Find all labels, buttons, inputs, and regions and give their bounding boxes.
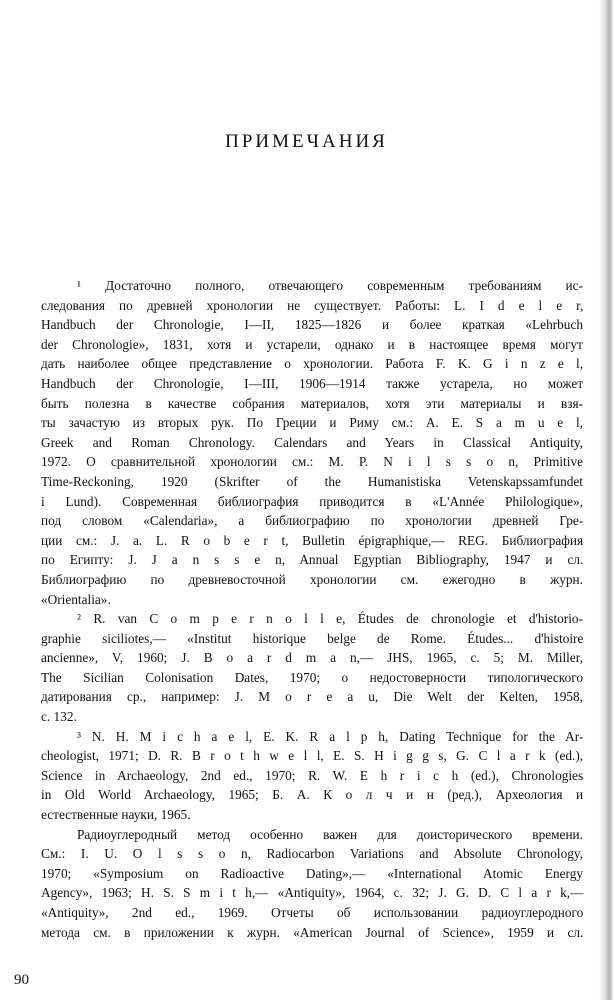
text-line: метода см. в приложении к журн. «American Journal of Science», 1959 и сл. — [41, 924, 584, 940]
text-line: Agency», 1963; H. S. S m i t h,— «Antiquity», 1964, c. 32; J. G. D. C l a r k,— — [41, 885, 584, 901]
text-line: ты зачастую из вторых рук. По Греции и Риму см.: A. E. S a m u e l, — [41, 415, 583, 431]
text-line: датирования ср., например: J. M o r e a u, Die Welt der Kelten, 1958, — [41, 689, 583, 705]
text-line: «Antiquity», 2nd ed., 1969. Отчеты об использовании радиоуглеродного — [41, 905, 584, 920]
text-line: der Chronologie», 1831, хотя и устарели, однако и в настоящее время могут — [41, 336, 583, 352]
notes-body — [41, 276, 583, 942]
text-line: Greek and Roman Chronology. Calendars and Years in Classical Antiquity, — [41, 434, 583, 450]
text-line: cheologist, 1971; D. R. B r o t h w e l l, E. S. H i g g s, G. C l a r k (ed.), — [41, 748, 584, 764]
text-line: Handbuch der Chronologie, I—II, 1825—1826 и более краткая «Lehrbuch — [41, 317, 583, 333]
page-title: ПРИМЕЧАНИЯ — [225, 131, 388, 152]
text-line: Science in Archaeology, 2nd ed., 1970; R. W. E h r i c h (ed.), Chronologies — [41, 767, 584, 783]
text-line: следования по древней хронологии не существует. Работы: L. I d e l e r, — [41, 297, 584, 313]
text-line: in Old World Archaeology, 1965; Б. А. К о л ч и н (ред.), Археология и — [41, 787, 584, 803]
page-number: 90 — [14, 972, 29, 988]
text-line: i Lund). Современная библиография приводится в «L'Année Philologique», — [41, 493, 583, 509]
text-line: под словом «Calendaria», а библиографию по хронологии древней Гре- — [41, 513, 584, 529]
text-line: быть полезна в качестве собрания материалов, хотя эти материалы и взя- — [41, 395, 583, 411]
text-line: graphie siciliotes,— «Institut historique belge de Rome. Études... d'histoire — [41, 630, 584, 646]
text-line: ancienne», V, 1960; J. B o a r d m a n,— JHS, 1965, c. 5; M. Miller, — [41, 650, 583, 666]
text-line: c. 132. — [41, 709, 77, 725]
text-line: ¹ Достаточно полного, отвечающего современным требованиям ис- — [77, 278, 583, 293]
text-line: The Sicilian Colonisation Dates, 1970; о недостоверности типологического — [41, 669, 583, 685]
text-line: 1972. О сравнительной хронологии см.: M. P. N i l s s o n, Primitive — [41, 454, 583, 470]
text-line: Time-Reckoning, 1920 (Skrifter of the Humanistiska Vetenskapssamfundet — [41, 473, 583, 489]
text-line: естественные науки, 1965. — [41, 807, 191, 823]
text-line: См.: I. U. O l s s o n, Radiocarbon Variations and Absolute Chronology, — [41, 846, 583, 862]
text-line: Библиографию по древневосточной хронологии см. ежегодно в журн. — [41, 571, 583, 587]
text-line: ² R. van C o m p e r n o l l e, Études de chronologie et d'historio- — [77, 611, 583, 627]
text-line: Handbuch der Chronologie, I—III, 1906—1914 также устарела, но может — [41, 375, 584, 391]
text-line: по Египту: J. J a n s s e n, Annual Egyptian Bibliography, 1947 и сл. — [41, 552, 584, 568]
text-line: ции см.: J. a. L. R o b e r t, Bulletin épigraphique,— REG. Библиография — [41, 532, 584, 548]
text-line: ³ N. H. M i c h a e l, E. K. R a l p h, Dating Technique for the Ar- — [77, 728, 584, 744]
text-line: дать наиболее общее представление о хронологии. Работа F. K. G i n z e l, — [41, 356, 584, 372]
text-line: 1970; «Symposium on Radioactive Dating»,— «International Atomic Energy — [41, 865, 583, 881]
text-line: Радиоуглеродный метод особенно важен для доисторического времени. — [77, 826, 583, 842]
text-line: «Orientalia». — [41, 591, 111, 607]
